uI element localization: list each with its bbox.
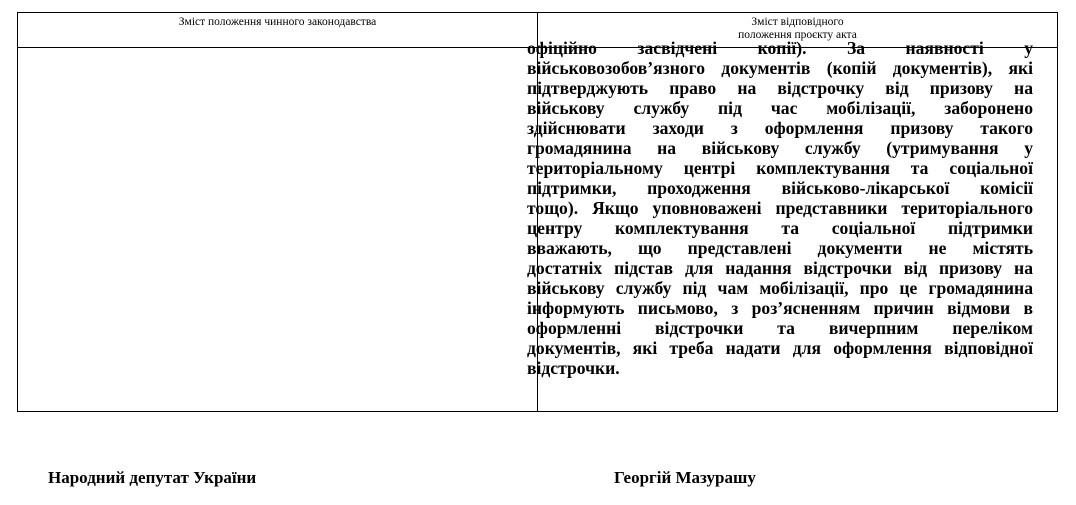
draft-act-text-line: військовозобов’язного документів (копій документів), які	[527, 58, 1033, 78]
signature-title: Народний депутат України	[48, 468, 257, 487]
draft-act-text-line: громадянина на військову службу (утримування у	[527, 138, 1033, 158]
header-draft-act-line1: Зміст відповідного	[751, 16, 844, 28]
draft-act-text-line: документів, які треба надати для оформлення відповідної	[527, 338, 1033, 358]
header-current-law: Зміст положення чинного законодавства	[178, 16, 377, 28]
draft-act-text-line: достатніх підстав для надання відстрочки від призову на	[527, 258, 1033, 278]
draft-act-text-line: тощо). Якщо уповноважені представники територіального	[527, 198, 1033, 218]
draft-act-text	[527, 38, 1033, 378]
draft-act-text-line: здійснювати заходи з оформлення призову такого	[527, 118, 1033, 138]
draft-act-text-line: військову службу під чам мобілізації, про це громадянина	[527, 278, 1033, 298]
draft-act-text-line: підтверджують право на відстрочку від призову на	[527, 78, 1033, 98]
draft-act-text-line: оформленні відстрочки та вичерпним переліком	[527, 318, 1033, 338]
draft-act-text-line: офіційно засвідчені копії). За наявності у	[527, 38, 1033, 58]
draft-act-text-line: відстрочки.	[527, 358, 620, 378]
draft-act-text-line: підтримки, проходження військово-лікарської комісії	[527, 178, 1033, 198]
draft-act-text-line: інформують письмово, з роз’ясненням причин відмови в	[527, 298, 1033, 318]
draft-act-text-line: територіальному центрі комплектування та соціальної	[527, 158, 1033, 178]
header-draft-act-line2: положення проєкту акта	[738, 29, 857, 41]
draft-act-text-line: військову службу під час мобілізації, заборонено	[527, 98, 1033, 118]
signature-name: Георгій Мазурашу	[614, 468, 756, 487]
draft-act-text-line: вважають, що представлені документи не містять	[527, 238, 1033, 258]
draft-act-text-line: центру комплектування та соціальної підтримки	[527, 218, 1033, 238]
